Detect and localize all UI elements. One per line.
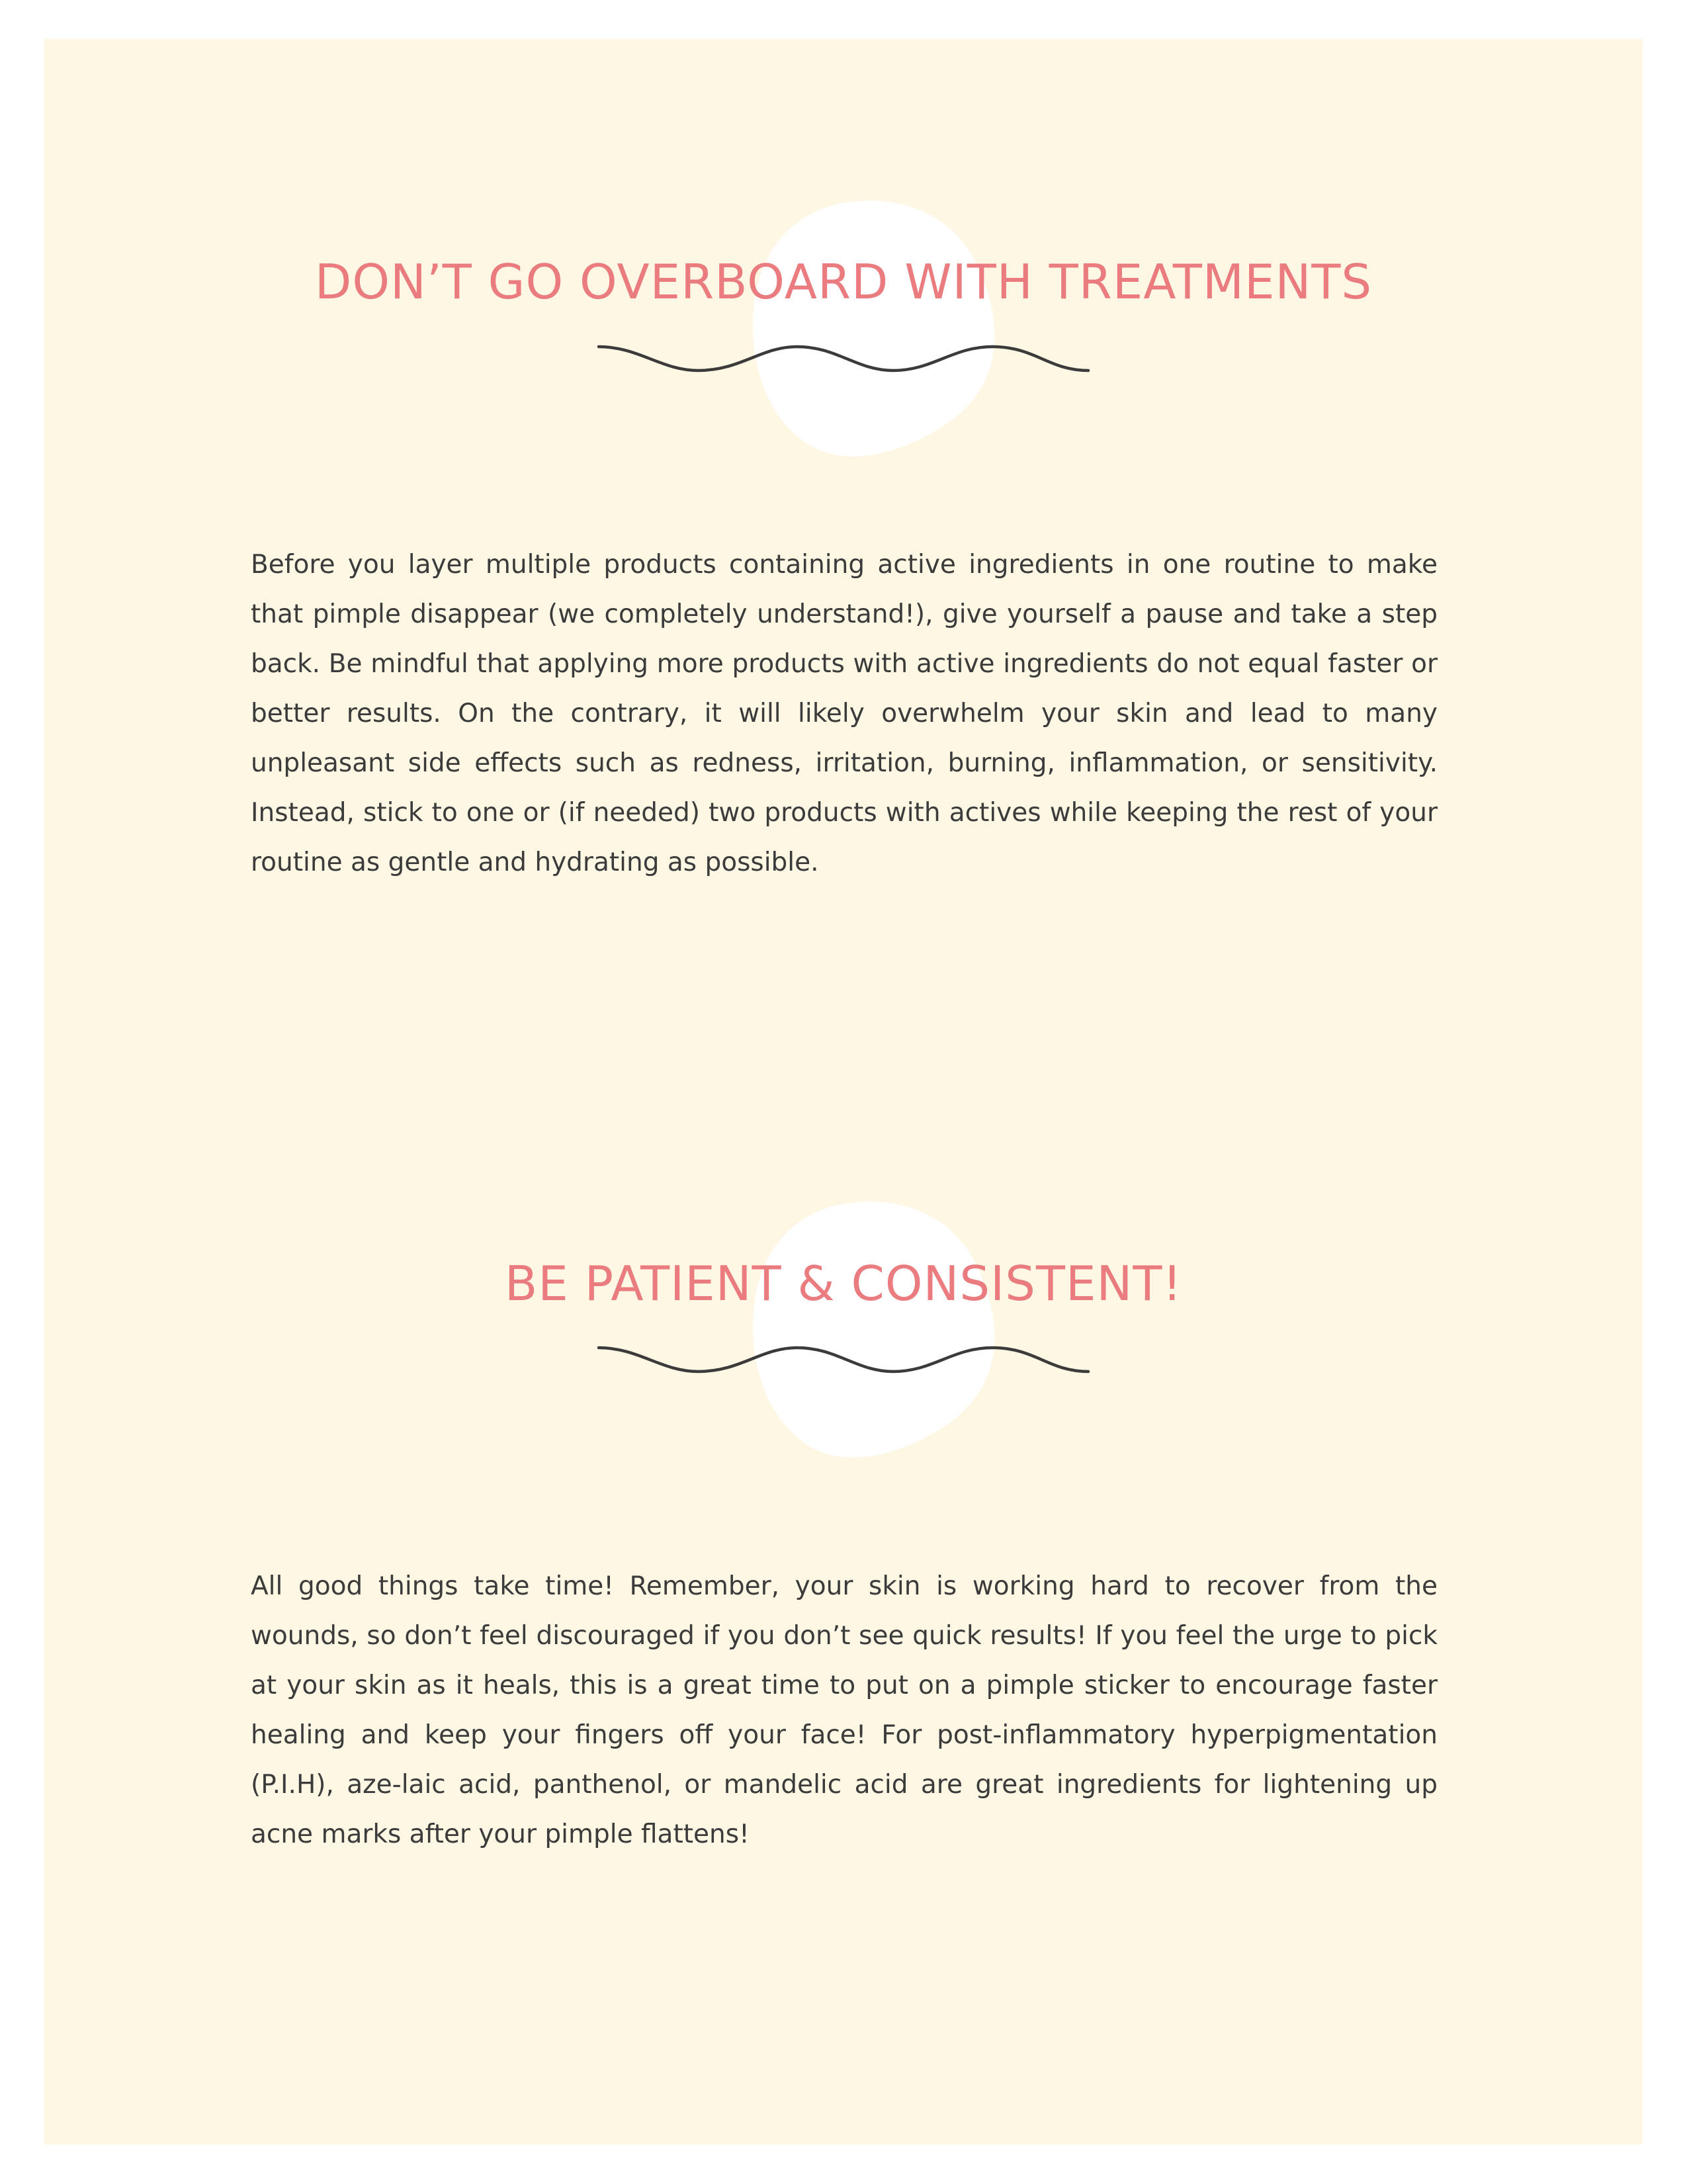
section-heading-patient: BE PATIENT & CONSISTENT!: [504, 1256, 1183, 1311]
blob-decoration: [740, 1200, 1006, 1464]
section-body-patient: All good things take time! Remember, your skin is working hard to recover from the wounds, so don’t feel discouraged if you don’t see quick results! If you feel the urge to pick at your skin as it heals, this is a great time to put on a pimple sticker to encourage faster healing and keep your fingers off your face! For post-inflammatory hyperpigmentation (P.I.H), aze-laic acid, panthenol, or mandelic acid are great ingredients for lightening up acne marks after your pimple flattens!: [251, 1571, 1438, 1849]
wave-divider: [599, 1341, 1088, 1381]
section-heading-treatments: DON’T GO OVERBOARD WITH TREATMENTS: [314, 254, 1373, 310]
wave-divider: [599, 340, 1088, 380]
blob-decoration: [740, 198, 1006, 463]
section-body-treatments: Before you layer multiple products containing active ingredients in one routine to make that pimple disappear (we completely understand!), give yourself a pause and take a step back. Be mindful that applying more products with active ingredients do not equal faster or better results. On the contrary, it will likely overwhelm your skin and lead to many unpleasant side effects such as redness, irritation, burning, inflammation, or sensitivity. Instead, stick to one or (if needed) two products with actives while keeping the rest of your routine as gentle and hydrating as possible.: [251, 550, 1438, 877]
